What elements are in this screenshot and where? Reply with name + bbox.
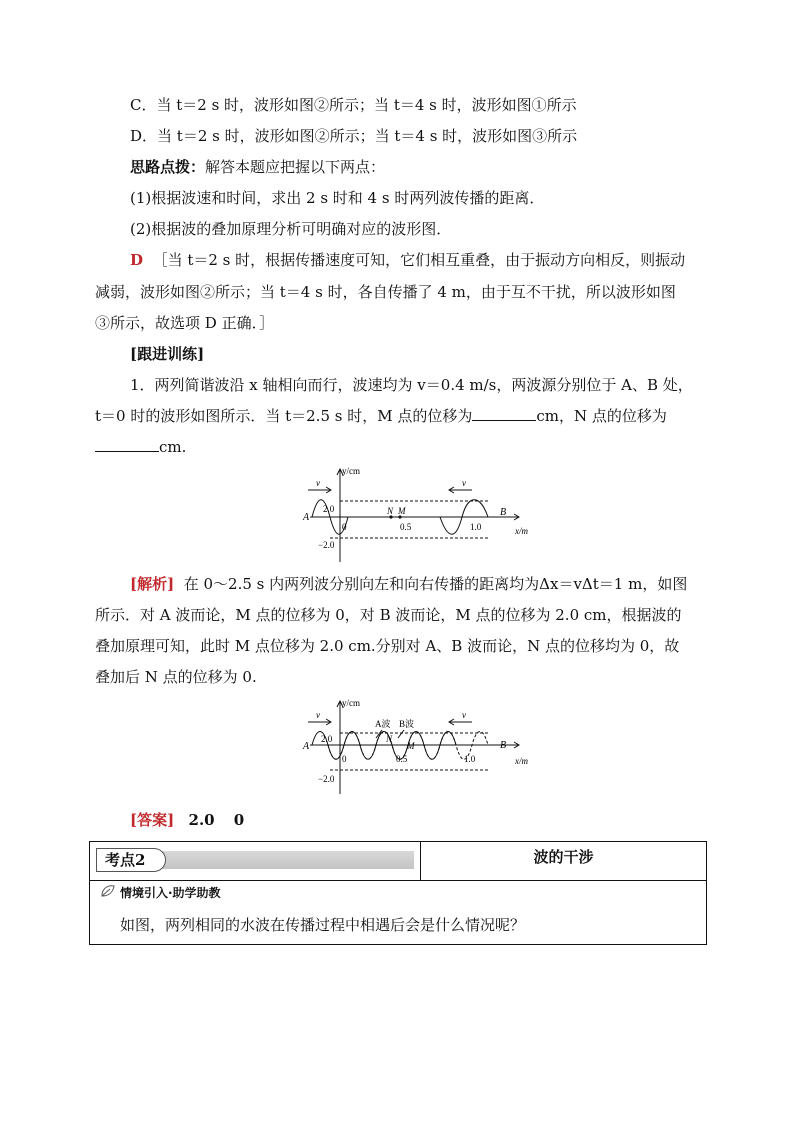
final-answer-value-1: 2.0: [188, 811, 215, 829]
hint-label: 思路点拨：: [130, 158, 206, 176]
hint-line: [130, 157, 385, 177]
velocity-label-right: v: [462, 478, 466, 488]
hint-text: 解答本题应把握以下两点：: [205, 158, 386, 176]
x-tick-05: 0.5: [396, 754, 408, 764]
answer-line-2: 减弱，波形如图②所示；当 t＝4 s 时，各自传播了 4 m，由于互不干扰，所以波形如图: [95, 283, 676, 301]
y-tick-pos: 2.0: [321, 734, 333, 744]
option-d: D．当 t＝2 s 时，波形如图②所示；当 t＝4 s 时，波形如图③所示: [130, 127, 578, 145]
final-answer-label: [答案]: [130, 811, 175, 829]
label-a: A: [303, 512, 310, 523]
answer-blank-1: [472, 406, 536, 421]
velocity-label-left: v: [316, 478, 320, 488]
label-n: N: [387, 506, 394, 516]
x-axis-label: x/m: [515, 756, 528, 766]
label-m: M: [407, 741, 415, 751]
velocity-label-right: v: [462, 710, 466, 720]
question-line-2: [95, 406, 667, 426]
label-a: A: [303, 741, 310, 752]
y-tick-neg: −2.0: [318, 540, 335, 550]
analysis-line-1: [130, 574, 687, 594]
velocity-label-left: v: [316, 710, 320, 720]
y-tick-neg: −2.0: [318, 774, 335, 784]
analysis-label: [解析]: [130, 575, 175, 593]
analysis-line-3: 叠加原理可知，此时 M 点位移为 2.0 cm.分别对 A、B 波而论，N 点的位移均为 0，故: [95, 637, 680, 655]
question-line-2-b: cm，N 点的位移为: [536, 407, 667, 425]
section-tag: 考点2: [96, 848, 166, 872]
analysis-line-4: 叠加后 N 点的位移为 0.: [95, 668, 257, 686]
label-n: N: [386, 734, 393, 744]
practice-heading: [跟进训练]: [130, 345, 205, 363]
question-line-2-a: t＝0 时的波形如图所示．当 t＝2.5 s 时，M 点的位移为: [95, 407, 473, 425]
final-answer-line: [130, 810, 244, 830]
section-tag-cell: [90, 842, 421, 881]
wave-figure-1: [290, 462, 540, 564]
label-m: M: [398, 506, 406, 516]
final-answer-value-2: 0: [233, 811, 245, 829]
analysis-line-2: 所示．对 A 波而论，M 点的位移为 0，对 B 波而论，M 点的位移为 2.0 cm，根据波的: [95, 606, 682, 624]
option-c: C．当 t＝2 s 时，波形如图②所示；当 t＝4 s 时，波形如图①所示: [130, 96, 577, 114]
answer-blank-2: [95, 437, 159, 452]
label-b: B: [500, 507, 507, 518]
answer-line-1: [130, 250, 685, 270]
y-axis-label: y/cm: [342, 466, 360, 476]
section-title: 波的干涉: [421, 842, 706, 881]
hint-point-2: (2)根据波的叠加原理分析可明确对应的波形图．: [130, 220, 452, 238]
question-line-1: 1．两列简谐波沿 x 轴相向而行，波速均为 v＝0.4 m/s，两波源分别位于 A、B 处，: [130, 376, 693, 394]
answer-letter: D: [130, 251, 144, 269]
question-line-3-text: cm.: [159, 438, 187, 456]
answer-line-1-text: ［当 t＝2 s 时，根据传播速度可知，它们相互重叠，由于振动方向相反，则振动: [152, 251, 686, 269]
question-line-3: [95, 437, 186, 457]
intro-label: 情境引入·助学助教: [120, 886, 221, 900]
intro-question: 如图，两列相同的水波在传播过程中相遇后会是什么情况呢？: [120, 916, 526, 934]
x-axis-label: x/m: [515, 526, 528, 536]
wave-figure-2: [290, 694, 540, 796]
origin-label: 0: [342, 522, 347, 532]
pointer-b-wave: [398, 730, 404, 738]
leaf-icon: [100, 884, 116, 898]
x-tick-10: 1.0: [464, 754, 476, 764]
origin-label: 0: [342, 754, 347, 764]
label-b-wave: B波: [399, 719, 415, 729]
y-axis-label: y/cm: [342, 698, 360, 708]
hint-point-1: (1)根据波速和时间，求出 2 s 时和 4 s 时两列波传播的距离．: [130, 189, 545, 207]
label-a-wave: A波: [375, 719, 391, 729]
label-b: B: [500, 740, 507, 751]
x-tick-10: 1.0: [470, 522, 482, 532]
analysis-line-1-text: 在 0～2.5 s 内两列波分别向左和向右传播的距离均为Δx＝vΔt＝1 m，如图: [183, 575, 688, 593]
x-tick-05: 0.5: [400, 522, 412, 532]
answer-line-3: ③所示，故选项 D 正确．］: [95, 314, 275, 332]
y-tick-pos: 2.0: [323, 504, 335, 514]
section-table: [89, 841, 707, 945]
